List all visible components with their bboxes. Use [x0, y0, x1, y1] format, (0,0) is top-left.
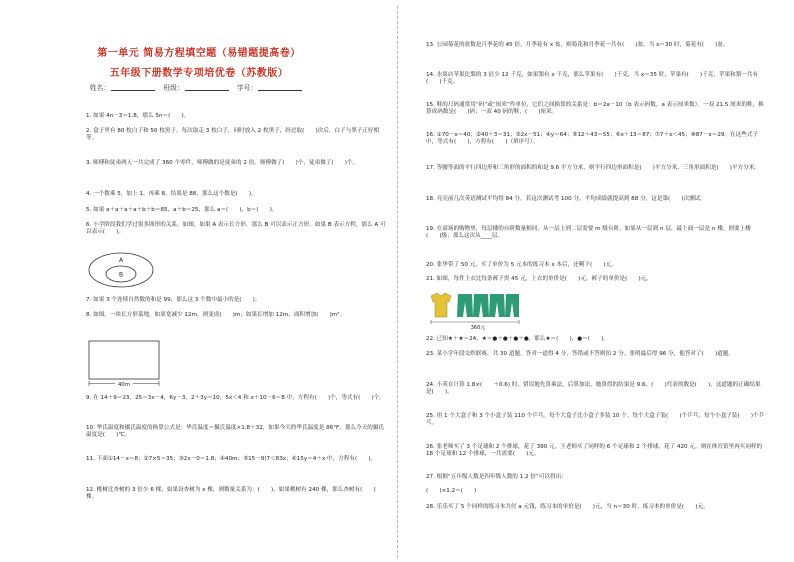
question-24: 24. 小英在计算 1.8×( ＋0.6) 时，错误地先算乘法，后算加法，她算得的结果是 9.6。( )代表的数是( )，这道题的正确结果是( )。 [426, 382, 761, 396]
clothes-price-figure [428, 290, 520, 330]
class-field [163, 82, 228, 92]
question-3: 3. 师傅和徒弟两人一共完成了 360 个零件，师傅做的是徒弟的 2 倍。师傅做了( )个，徒弟做了( )个。 [86, 160, 359, 166]
question-1: 1. 如果 4n－3＝1.8，那么 5n＝( )。 [86, 113, 190, 119]
clothes-price-label: 360元 [470, 325, 486, 330]
question-11: 11. 下面①14－x＝8；②7×5＝35；③2x－0＝1.8；④40m；⑤15－9⟨7＜83x；⑥15y＝4＋x 中，方程有( )。 [86, 456, 377, 462]
venn-label-b: B [118, 271, 124, 279]
question-22: 22. 已知★＋★＝24，★＝●＋●＋●＋●，那么★＝( )，●＝( )。 [426, 336, 609, 342]
question-10: 10. 华氏温度和摄氏温度的换算公式是：华氏温度＝摄氏温度×1.8＋32，如果今天的华氏温度是 86°F，那么今天的摄氏温度是( )℃。 [86, 425, 385, 439]
question-17: 17. 等腰等面的平行四边形和三角形的面积的和是 9.6 平方分米，则平行四边形面积是( )平方分米，三角形面积是( )平方分米。 [426, 165, 760, 171]
name-field [90, 82, 155, 92]
main-title: 第一单元 简易方程填空题（易错题提高卷） [97, 48, 301, 59]
question-20: 20. 张华带了 50 元，买了单价为 5 元本的练习本 x 本后，还剩下( )元。 [426, 262, 617, 268]
question-27: 27. 根据“五年级人数是四年级人数的 1.2 倍”可以得出： [426, 474, 567, 480]
question-18: 18. 亮亮前几次英语测试平均得 84 分，若这次测试考 100 分，平均成绩就提高到 88 分，这是第( )次测试。 [426, 196, 706, 202]
pants-icon-2 [473, 294, 489, 317]
number-blank [258, 84, 302, 91]
class-label: 班级： [163, 84, 184, 92]
question-26: 26. 张老师买了 3 个足球和 2 个排球，花了 390 元。王老师买了同样的 6 个足球和 2 个排球，花了 420 元。则在体育馆里再买同样的 18 个足球和 12 个排球，一共需要( )元。 [426, 444, 763, 458]
venn-label-a: A [118, 257, 124, 264]
sub-title: 五年级下册数学专项培优卷（苏教版） [109, 68, 289, 79]
question-28: 28. 乐乐买了 5 个同样的练习本共付 a 元钱，练习本的单价是( )元，当 n＝30 时，练习本的单价是( )元。 [426, 504, 709, 510]
pants-icon-4 [505, 294, 519, 317]
question-14: 14. 水果店苹果比梨的 3 倍少 12 千克，如果梨有 x 千克，那么苹果有( )千克，当 x＝35 时，苹果有( )千克，苹果和梨一共有( )千克。 [426, 72, 759, 86]
question-8: 8. 如图，一块长方形菜地，如果宽减少 12m，则变成( )m；如果长增加 12m，面积增加( )m²。 [86, 312, 346, 318]
student-info-line [0, 82, 398, 92]
question-12: 12. 桃树比杏树的 3 倍少 6 棵，如果设杏树为 x 棵，则数量关系为：( )。如果桃树有 240 棵，那么杏树有( )棵。 [86, 487, 376, 501]
venn-diagram [88, 252, 154, 288]
question-25: 25. 用 1 个大盒子和 3 个小盒子装 110 个乒乓。每个大盒子比小盒子多装 10 个。每个大盒子装( )个乒乓，每个小盒子装( )个乒乓。 [426, 413, 765, 427]
question-16: 16. ①70－x＝40；②40＋3＝31；③2x－51；④y＝64；⑤12＋43＝55；⑥x＋13＝87；⑦7＋x＜45；⑧87－x＝29。在这些式子中，等式有( )，方程有( )（填序号）。 [426, 132, 759, 146]
pants-icon-3 [489, 294, 505, 317]
field-rectangle [89, 341, 159, 379]
question-7: 7. 如果 3 个连续自然数的和是 99，那么这 3 个数中最小的是( )。 [86, 297, 261, 303]
name-blank [111, 84, 155, 91]
number-label: 学号： [236, 84, 258, 92]
rectangle-field-figure [88, 340, 160, 388]
question-4: 4. 一个数乘 5，加上 1，再乘 8，结果是 88，那么这个数是( )。 [86, 191, 257, 197]
question-15: 15. 鞋的尺码通常用“码”或“厘米”作单位，它们之间换算的关系是：b＝2a－10（b 表示码数，a 表示厘米数）。一双 21.5 厘米的鞋，换算成码数是( )码；一双 40 码的鞋，( )厘米。 [426, 102, 764, 116]
right-column [398, 0, 794, 562]
question-6: 6. 小学阶段我们学过很多图形的关系。如图，如果 A 表示长方形，那么 B 可以表示正方形。如果 B 表示方程，那么 A 可以表示( )。 [86, 222, 386, 236]
question-5: 5. 如果 a＋a＋a＋a＋b＋b＝65，a＋b＝25，那么 a＝( )，b＝( )。 [86, 207, 278, 213]
number-field [237, 82, 302, 92]
pants-icon-1 [457, 294, 473, 317]
width-label: 40m [117, 382, 131, 388]
question-2: 2. 盒子里有 80 枚白子和 50 枚黑子。每次取走 3 枚白子，同时放入 2 枚黑子，经过取( )次后，白子与黑子正好相等。 [86, 128, 380, 142]
class-blank [185, 84, 229, 91]
question-27-formula: ( )×1.2＝( ) [426, 488, 477, 494]
question-23: 23. 某小学年段交织联赛，共 30 道题，答对一道得 4 分，答错或不答则扣 2 分。张明最后得 96 分，他答对了( )道题。 [426, 351, 734, 357]
question-9: 9. 在 14＋9＝23，25＝3x－4，6y－3，2＋3y＝10，5x＜4 和 x＋10－6＝8 中，方程有( )个，等式有( )个。 [86, 395, 385, 401]
question-21: 21. 如图，每件上衣比每条裤子贵 45 元，上衣的单价是( )元，裤子的单价是( )元。 [426, 276, 652, 282]
name-label: 姓名： [89, 84, 111, 92]
question-19: 19. 在商场的购物里，每层楼的台阶数量相同，从一层上到二层需要 m 级台阶，如果从一层到 n 层，最上面一层是 n 楼，则要上楼( )级；那么这次从____层。 [426, 226, 751, 240]
shirt-icon [431, 293, 451, 317]
question-13: 13. 公园菊花的盆数是月季花的 45 倍，月季花有 x 盆，则菊花和月季花一共有( )盆，当 x＝30 时，菊花有( )盆。 [426, 42, 729, 48]
